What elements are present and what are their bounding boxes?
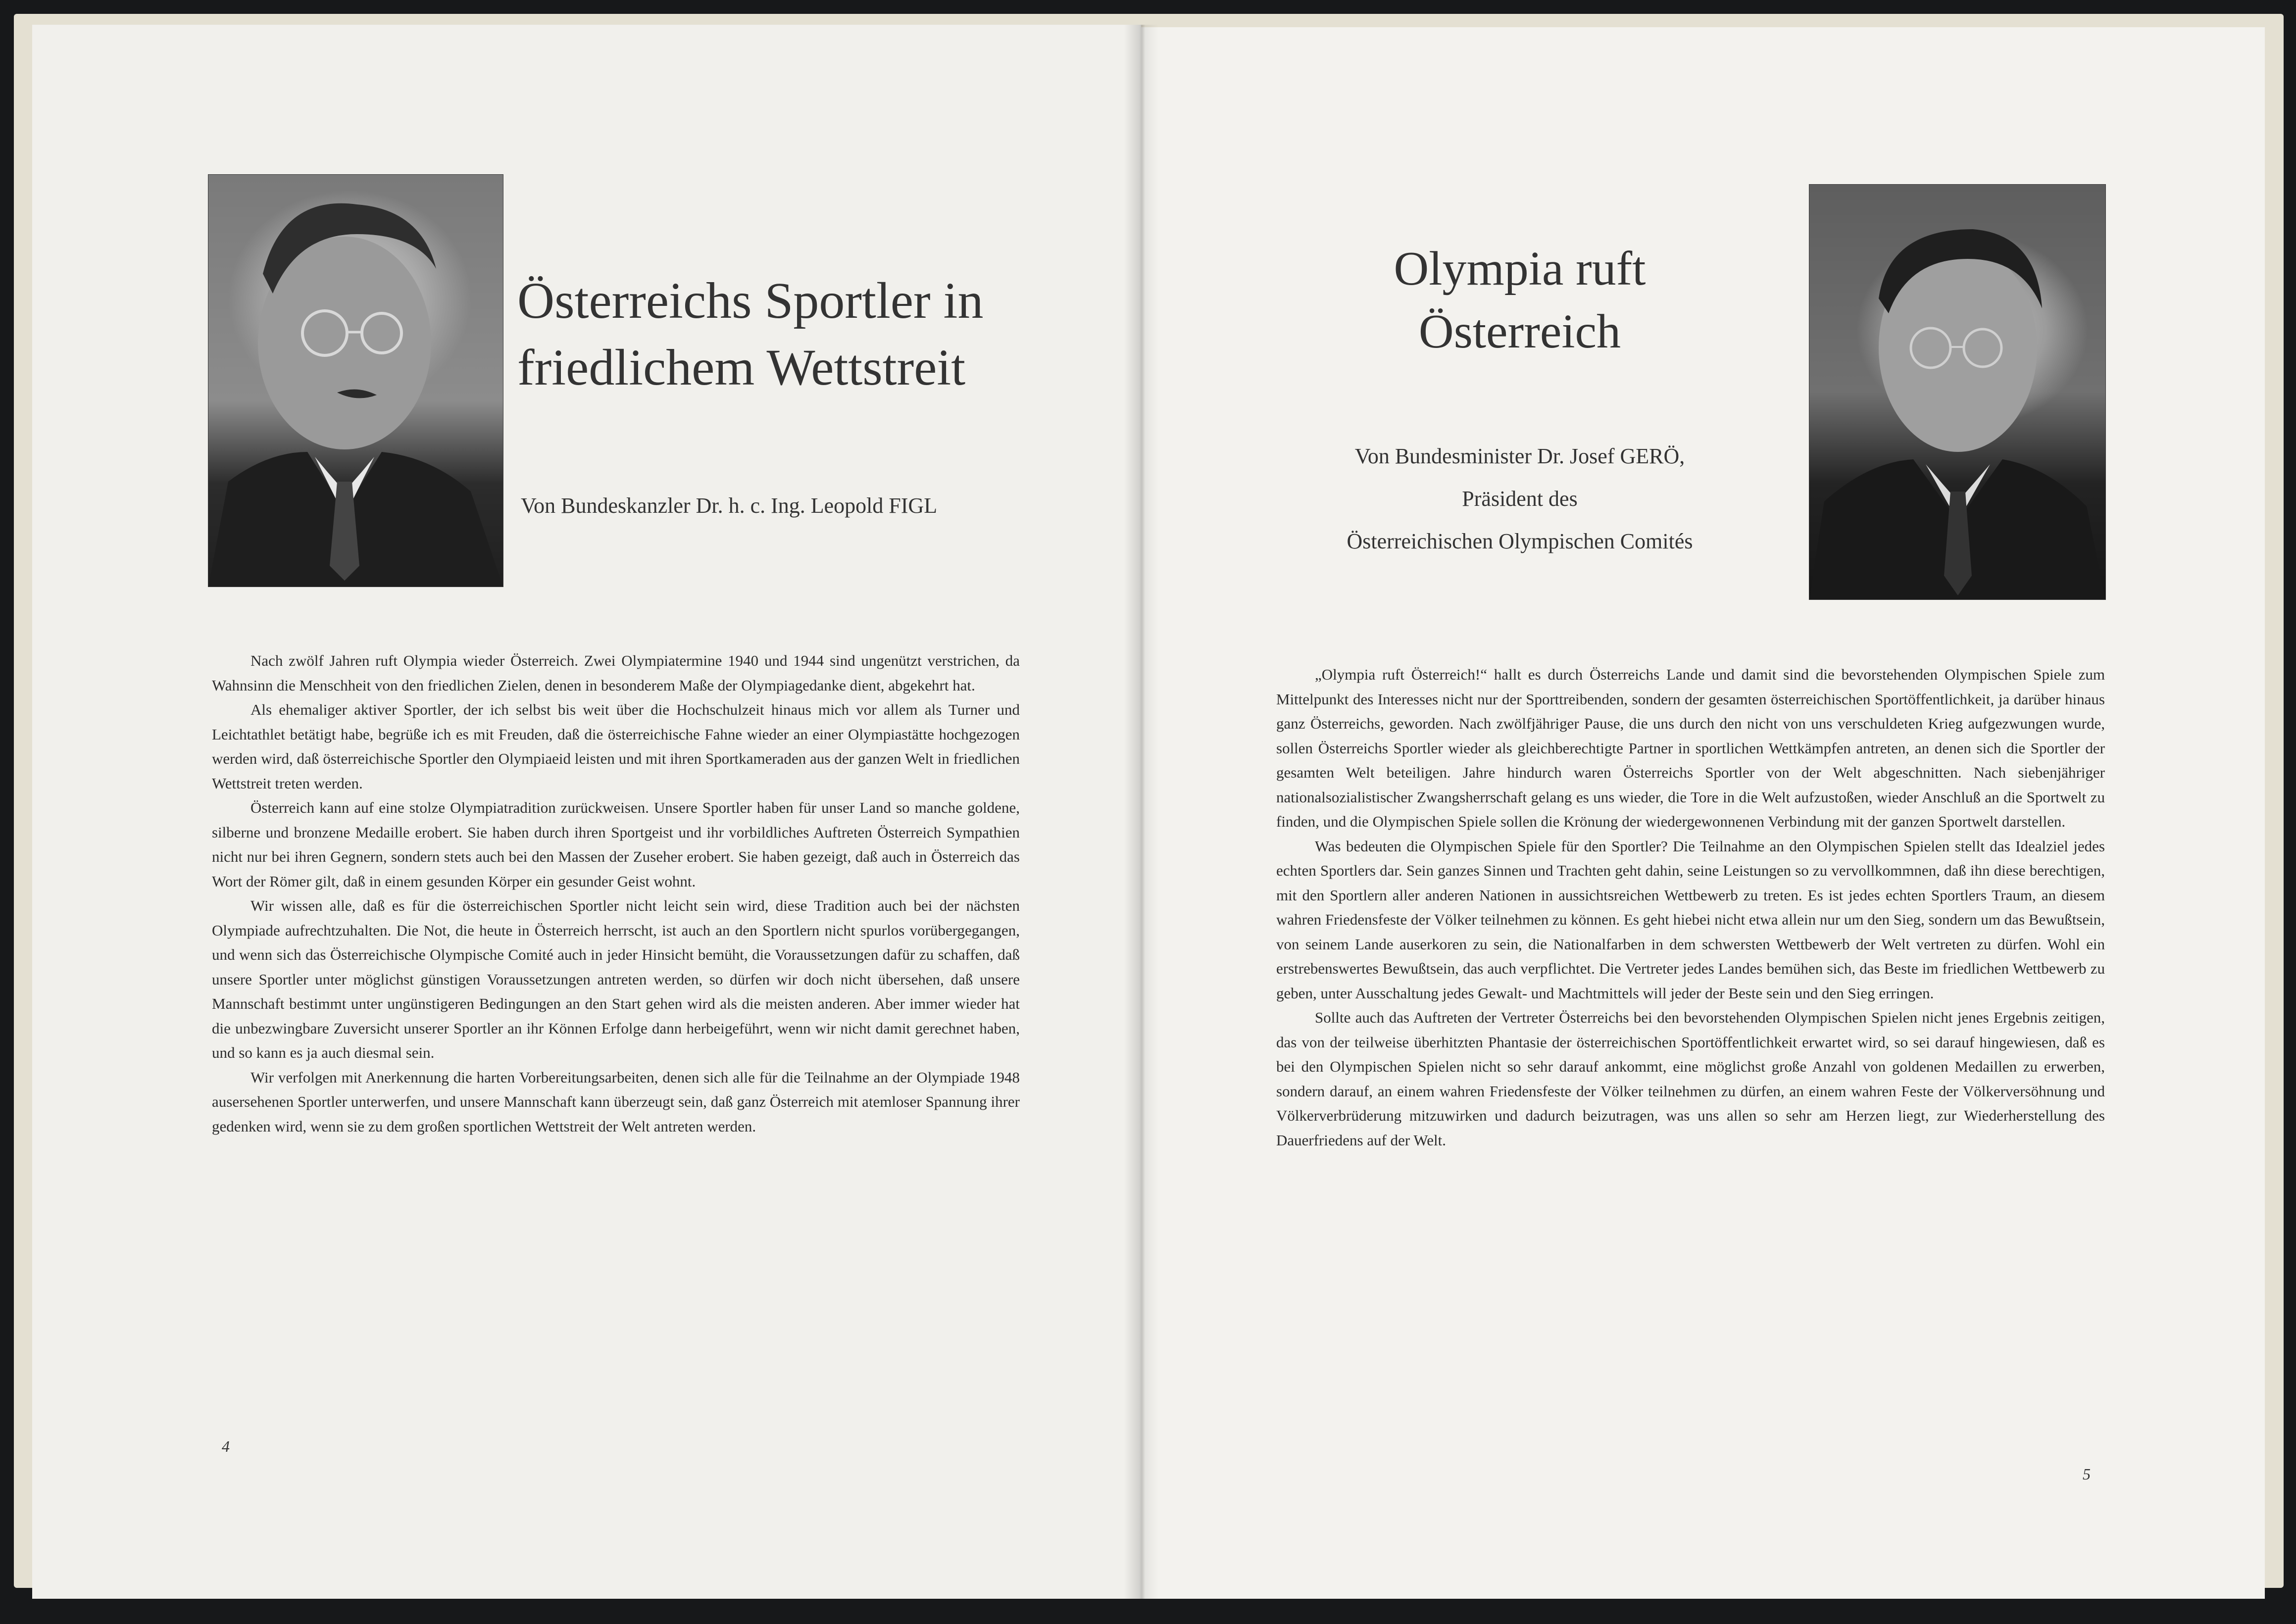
author-byline-line: Präsident des	[1462, 487, 1578, 511]
body-paragraph: Nach zwölf Jahren ruft Olympia wieder Österreich. Zwei Olympiatermine 1940 und 1944 sind ungenützt verstrichen, da Wahnsinn die Menschheit von den friedlichen Zielen, denen in besonderem Maße der Olympiagedanke dient, abgekehrt hat.	[212, 652, 1020, 694]
body-paragraph: „Olympia ruft Österreich!“ hallt es durch Österreichs Lande und damit sind die bevorstehenden Olympischen Spiele zum Mittelpunkt des Interesses nicht nur der Sporttreibenden, sondern der gesamten österreichischen Sportöffentlichkeit, ja darüber hinaus ganz Österreichs, geworden. Nach zwölfjähriger Pause, die uns durch den nicht von uns verschuldeten Krieg aufgezwungen wurde, sollen Österreichs Sportler wieder als gleichberechtigte Partner in sportlichen Wettkämpfen antreten, an denen sich die Sportler der gesamten Welt beteiligen. Jahre hindurch waren Österreichs Sportler von der Welt abgeschnitten. Nach siebenjähriger nationalsozialistischer Zwangsherrschaft gelang es uns wieder, die Tore in die Welt aufzustoßen, wieder Anschluß an die Sportwelt zu finden, und die Olympischen Spiele sollen die Krönung der wiedergewonnenen Verbindung mit der ganzen Sportwelt darstellen.	[1276, 666, 2105, 830]
body-paragraph: Was bedeuten die Olympischen Spiele für den Sportler? Die Teilnahme an den Olympischen Spielen stellt das Idealziel jedes echten Sportlers dar. Sein ganzes Sinnen und Trachten geht dahin, seine Leistungen so zu vervollkommnen, daß ihn diese berechtigen, mit den Sportlern aller anderen Nationen in aussichtsreichen Wettbewerb zu treten. Es ist jedes echten Sportlers Traum, an diesem wahren Friedensfeste der Völker teilnehmen zu können. Es geht hiebei nicht etwa allein nur um den Sieg, sondern um das Bewußtsein, von seinem Lande auserkoren zu sein, die Nationalfarben in dem schwersten Wettbewerb der Welt vertreten zu dürfen. Wohl ein erstrebenswertes Bewußtsein, das auch verpflichtet. Die Vertreter jedes Landes bemühen sich, das Beste im friedlichen Wettbewerb zu geben, unter Ausschaltung jedes Gewalt- und Machtmittels will jeder der Beste sein und den Sieg erringen.	[1276, 837, 2105, 1002]
article-body	[1276, 662, 2105, 1152]
page-gutter	[1124, 25, 1158, 1599]
body-paragraph: Österreich kann auf eine stolze Olympiatradition zurückweisen. Unsere Sportler haben für unser Land so manche goldene, silberne und bronzene Medaille erobert. Sie haben durch ihren Sportgeist und ihr vorbildliches Auftreten Österreich Sympathien nicht nur bei ihren Gegnern, sondern stets auch bei den Massen der Zuseher erobert. Sie haben gezeigt, daß auch in Österreich das Wort der Römer gilt, daß in einem gesunden Körper ein gesunder Geist wohnt.	[212, 799, 1020, 890]
article-title: Österreichs Sportler in friedlichem Wettstreit	[517, 272, 984, 396]
body-paragraph: Als ehemaliger aktiver Sportler, der ich selbst bis weit über die Hochschulzeit hinaus mich vor allem als Turner und Leichtathlet betätigt habe, begrüße ich es mit Freuden, daß die österreichische Fahne wieder an einer Olympiastätte hochgezogen werden wird, daß österreichische Sportler den Olympiaeid leisten und mit ihren Sportkameraden aus der ganzen Welt in friedlichen Wettstreit treten werden.	[212, 701, 1020, 792]
article-title: Olympia ruft Österreich	[1394, 242, 1646, 359]
article-body	[212, 648, 1020, 1138]
portrait-photo-gero	[1809, 184, 2106, 600]
page-number: 5	[2083, 1465, 2091, 1483]
body-paragraph: Sollte auch das Auftreten der Vertreter Österreichs bei den bevorstehenden Olympischen Spielen nicht jenes Ergebnis zeitigen, das von der teilweise überhitzten Phantasie der österreichischen Sportöffentlichkeit erwartet wird, so sei darauf hingewiesen, daß es bei den Olympischen Spielen nicht so sehr darauf ankommt, eine möglichst große Anzahl von goldenen Medaillen zu erwerben, sondern darauf, an einem wahren Friedensfeste der Völker teilnehmen zu dürfen, an einem wahren Feste der Völkerversöhnung und Völkerverbrüderung mitzuwirken und dadurch beizutragen, was uns allen so sehr am Herzen liegt, zur Wiederherstellung des Dauerfriedens auf der Welt.	[1276, 1009, 2105, 1149]
author-byline-line: Österreichischen Olympischen Comités	[1347, 529, 1693, 553]
portrait-photo-figl	[208, 174, 503, 587]
body-paragraph: Wir wissen alle, daß es für die österreichischen Sportler nicht leicht sein wird, diese Tradition auch bei der nächsten Olympiade aufrechtzuhalten. Die Not, die heute in Österreich herrscht, ist auch an den Sportlern nicht spurlos vorübergegangen, und wenn sich das Österreichische Olympische Comité auch in jeder Hinsicht bemüht, die Voraussetzungen dafür zu schaffen, daß unsere Sportler unter möglichst günstigen Voraussetzungen antreten werden, so dürfen wir doch nicht übersehen, daß unsere Mannschaft bestimmt unter ungünstigeren Bedingungen an den Start gehen wird als die meisten anderen. Aber immer wieder hat die unbezwingbare Zuversicht unserer Sportler an ihr Können Erfolge dann herbeigeführt, wenn wir nicht damit gerechnet haben, und so kann es ja auch diesmal sein.	[212, 897, 1020, 1061]
body-paragraph: Wir verfolgen mit Anerkennung die harten Vorbereitungsarbeiten, denen sich alle für die Teilnahme an der Olympiade 1948 ausersehenen Sportler unterwerfen, und unsere Mannschaft kann überzeugt sein, daß ganz Österreich mit atemloser Spannung ihrer gedenken wird, wenn sie zu dem großen sportlichen Wettstreit der Welt antreten werden.	[212, 1068, 1020, 1135]
author-byline: Von Bundeskanzler Dr. h. c. Ing. Leopold FIGL	[521, 493, 938, 518]
author-byline-line: Von Bundesminister Dr. Josef GERÖ,	[1354, 444, 1685, 468]
page-number: 4	[222, 1437, 230, 1455]
